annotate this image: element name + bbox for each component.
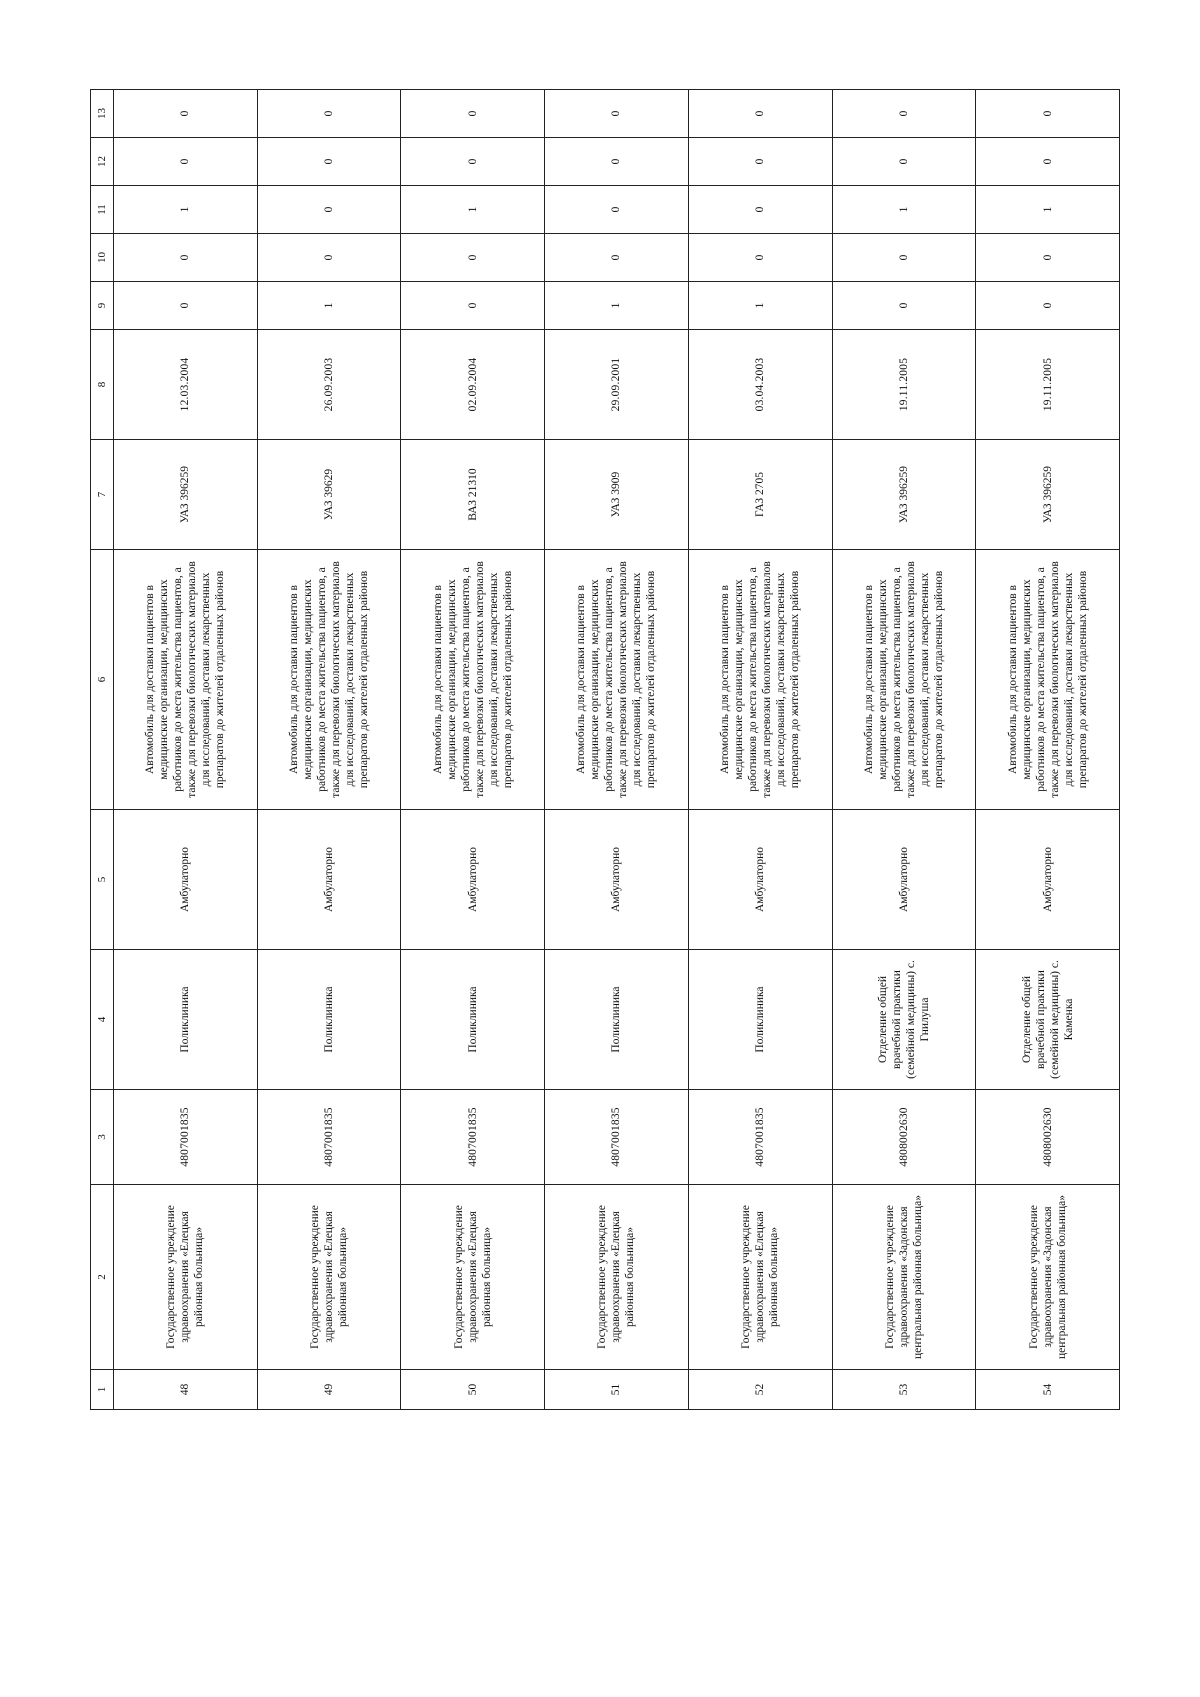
column-number: 6 [91, 550, 114, 810]
column-number: 10 [91, 234, 114, 282]
vehicle-model: УАЗ 396259 [114, 440, 258, 550]
col-11-value: 1 [401, 186, 545, 234]
col-11-value: 1 [114, 186, 258, 234]
col-13-value: 0 [401, 90, 545, 138]
col-12-value: 0 [976, 138, 1120, 186]
row-number: 52 [688, 1370, 832, 1410]
col-11-value: 0 [257, 186, 401, 234]
organization-name: Государственное учреждение здравоохранения «Задонская центральная районная больница» [832, 1185, 976, 1370]
col-12-value: 0 [401, 138, 545, 186]
vehicle-date: 19.11.2005 [832, 330, 976, 440]
vehicle-date: 26.09.2003 [257, 330, 401, 440]
vehicle-date: 19.11.2005 [976, 330, 1120, 440]
structural-unit: Отделение общей врачебной практики (семейной медицины) с. Гнилуша [832, 950, 976, 1090]
row-number: 53 [832, 1370, 976, 1410]
row-number: 50 [401, 1370, 545, 1410]
vehicle-model: УАЗ 39629 [257, 440, 401, 550]
col-11-value: 1 [976, 186, 1120, 234]
care-condition: Амбулаторно [545, 810, 689, 950]
organization-name: Государственное учреждение здравоохранения «Елецкая районная больница» [257, 1185, 401, 1370]
col-9-value: 1 [257, 282, 401, 330]
organization-inn: 4807001835 [257, 1090, 401, 1185]
vehicle-model: ГАЗ 2705 [688, 440, 832, 550]
col-9-value: 1 [545, 282, 689, 330]
structural-unit: Отделение общей врачебной практики (семейной медицины) с. Каменка [976, 950, 1120, 1090]
table-row [401, 90, 545, 1410]
table-row [688, 90, 832, 1410]
column-number: 1 [91, 1370, 114, 1410]
row-number: 48 [114, 1370, 258, 1410]
organization-name: Государственное учреждение здравоохранения «Елецкая районная больница» [114, 1185, 258, 1370]
col-12-value: 0 [688, 138, 832, 186]
organization-inn: 4807001835 [401, 1090, 545, 1185]
row-number: 54 [976, 1370, 1120, 1410]
col-12-value: 0 [257, 138, 401, 186]
organization-name: Государственное учреждение здравоохранения «Задонская центральная районная больница» [976, 1185, 1120, 1370]
column-number: 9 [91, 282, 114, 330]
vehicle-date: 02.09.2004 [401, 330, 545, 440]
column-number: 3 [91, 1090, 114, 1185]
col-12-value: 0 [832, 138, 976, 186]
care-condition: Амбулаторно [976, 810, 1120, 950]
organization-name: Государственное учреждение здравоохранения «Елецкая районная больница» [688, 1185, 832, 1370]
structural-unit: Поликлиника [688, 950, 832, 1090]
vehicle-purpose: Автомобиль для доставки пациентов в медицинские организации, медицинских работников до места жительства пациентов, а также для перевозки биологических материалов для исследований, доставки лекарственных препаратов до жителей отдаленных районов [401, 550, 545, 810]
vehicle-register-table [90, 89, 1120, 1410]
col-11-value: 1 [832, 186, 976, 234]
col-9-value: 0 [114, 282, 258, 330]
care-condition: Амбулаторно [401, 810, 545, 950]
col-12-value: 0 [114, 138, 258, 186]
col-13-value: 0 [257, 90, 401, 138]
vehicle-model: УАЗ 396259 [976, 440, 1120, 550]
col-9-value: 0 [976, 282, 1120, 330]
table-row [976, 90, 1120, 1410]
col-12-value: 0 [545, 138, 689, 186]
care-condition: Амбулаторно [114, 810, 258, 950]
col-10-value: 0 [257, 234, 401, 282]
col-13-value: 0 [688, 90, 832, 138]
table-row [114, 90, 258, 1410]
col-11-value: 0 [545, 186, 689, 234]
col-13-value: 0 [832, 90, 976, 138]
organization-inn: 4808002630 [832, 1090, 976, 1185]
vehicle-purpose: Автомобиль для доставки пациентов в медицинские организации, медицинских работников до места жительства пациентов, а также для перевозки биологических материалов для исследований, доставки лекарственных препаратов до жителей отдаленных районов [545, 550, 689, 810]
vehicle-purpose: Автомобиль для доставки пациентов в медицинские организации, медицинских работников до места жительства пациентов, а также для перевозки биологических материалов для исследований, доставки лекарственных препаратов до жителей отдаленных районов [976, 550, 1120, 810]
vehicle-purpose: Автомобиль для доставки пациентов в медицинские организации, медицинских работников до места жительства пациентов, а также для перевозки биологических материалов для исследований, доставки лекарственных препаратов до жителей отдаленных районов [257, 550, 401, 810]
row-number: 49 [257, 1370, 401, 1410]
column-number: 11 [91, 186, 114, 234]
structural-unit: Поликлиника [401, 950, 545, 1090]
col-10-value: 0 [401, 234, 545, 282]
vehicle-model: ВАЗ 21310 [401, 440, 545, 550]
column-number: 4 [91, 950, 114, 1090]
column-number: 7 [91, 440, 114, 550]
column-number: 13 [91, 90, 114, 138]
vehicle-model: УАЗ 3909 [545, 440, 689, 550]
organization-inn: 4807001835 [545, 1090, 689, 1185]
col-13-value: 0 [976, 90, 1120, 138]
structural-unit: Поликлиника [545, 950, 689, 1090]
col-11-value: 0 [688, 186, 832, 234]
row-number: 51 [545, 1370, 689, 1410]
col-13-value: 0 [114, 90, 258, 138]
organization-name: Государственное учреждение здравоохранения «Елецкая районная больница» [545, 1185, 689, 1370]
care-condition: Амбулаторно [688, 810, 832, 950]
table-row [832, 90, 976, 1410]
col-10-value: 0 [688, 234, 832, 282]
col-9-value: 0 [832, 282, 976, 330]
col-10-value: 0 [114, 234, 258, 282]
vehicle-date: 29.09.2001 [545, 330, 689, 440]
table-row [257, 90, 401, 1410]
structural-unit: Поликлиника [114, 950, 258, 1090]
column-number: 2 [91, 1185, 114, 1370]
col-10-value: 0 [976, 234, 1120, 282]
care-condition: Амбулаторно [257, 810, 401, 950]
col-13-value: 0 [545, 90, 689, 138]
vehicle-purpose: Автомобиль для доставки пациентов в медицинские организации, медицинских работников до места жительства пациентов, а также для перевозки биологических материалов для исследований, доставки лекарственных препаратов до жителей отдаленных районов [114, 550, 258, 810]
vehicle-purpose: Автомобиль для доставки пациентов в медицинские организации, медицинских работников до места жительства пациентов, а также для перевозки биологических материалов для исследований, доставки лекарственных препаратов до жителей отдаленных районов [832, 550, 976, 810]
col-10-value: 0 [832, 234, 976, 282]
column-number: 8 [91, 330, 114, 440]
rotated-table-wrapper [90, 90, 1120, 1410]
column-number-row [91, 90, 114, 1410]
col-10-value: 0 [545, 234, 689, 282]
column-number: 12 [91, 138, 114, 186]
table-row [545, 90, 689, 1410]
col-9-value: 0 [401, 282, 545, 330]
vehicle-date: 03.04.2003 [688, 330, 832, 440]
vehicle-model: УАЗ 396259 [832, 440, 976, 550]
organization-inn: 4808002630 [976, 1090, 1120, 1185]
organization-name: Государственное учреждение здравоохранения «Елецкая районная больница» [401, 1185, 545, 1370]
care-condition: Амбулаторно [832, 810, 976, 950]
organization-inn: 4807001835 [688, 1090, 832, 1185]
column-number: 5 [91, 810, 114, 950]
vehicle-purpose: Автомобиль для доставки пациентов в медицинские организации, медицинских работников до места жительства пациентов, а также для перевозки биологических материалов для исследований, доставки лекарственных препаратов до жителей отдаленных районов [688, 550, 832, 810]
col-9-value: 1 [688, 282, 832, 330]
organization-inn: 4807001835 [114, 1090, 258, 1185]
vehicle-date: 12.03.2004 [114, 330, 258, 440]
structural-unit: Поликлиника [257, 950, 401, 1090]
